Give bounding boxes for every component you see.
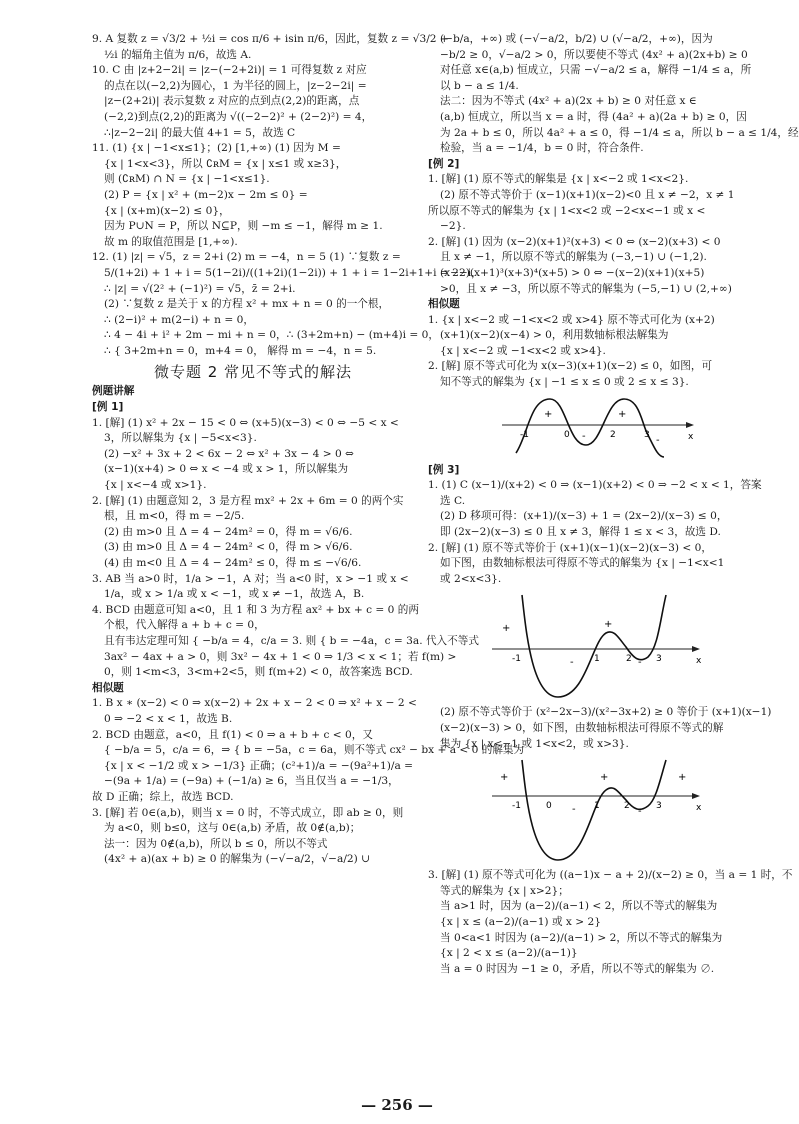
text-line: 11. (1) {x | −1<x≤1}；(2) [1,+∞) (1) 因为 M =: [92, 142, 341, 155]
fig2-label: x: [696, 656, 702, 667]
fig1-sign: +: [544, 408, 553, 420]
text-line: (2) P = {x | x² + (m−2)x − 2m ≤ 0} =: [104, 188, 308, 201]
text-line: 4. BCD 由题意可知 a<0，且 1 和 3 为方程 ax² + bx + c = 0 的两: [92, 603, 419, 616]
text-line: 为 a<0，则 b≤0，这与 0∈(a,b) 矛盾，故 0∉(a,b)；: [104, 822, 361, 835]
text-line: 当 a>1 时，因为 (a−2)/(a−1) < 2，所以不等式的解集为: [440, 900, 718, 913]
text-line: 3ax² − 4ax + a > 0，则 3x² − 4x + 1 < 0 ⇒ 1/3 < x < 1；若 f(m) >: [104, 650, 457, 663]
fig3-label: x: [696, 803, 702, 814]
text-line: 或 2<x<3}.: [440, 572, 502, 585]
fig1-sign: -: [582, 430, 586, 442]
text-line: (2) 原不等式等价于 (x−1)(x+1)(x−2)<0 且 x ≠ −2，x ≠ 1: [440, 188, 735, 201]
fig1-label: 0: [564, 429, 570, 440]
text-line: ∴ |z| = √(2² + (−1)²) = √5，z̄ = 2+i.: [104, 282, 296, 295]
text-line: 3. [解] (1) 原不等式可化为 ((a−1)x − a + 2)/(x−2) ≥ 0，当 a = 1 时，不: [428, 869, 793, 882]
text-line: 所以原不等式的解集为 {x | 1<x<2 或 −2<x<−1 或 x <: [428, 204, 706, 217]
text-line: 0，则 1<m<3，3<m+2<5，则 f(m+2) < 0，故答案选 BCD.: [104, 666, 413, 679]
fig3-label: -1: [512, 801, 521, 812]
text-line: 为 2a + b ≤ 0，所以 4a² + a ≤ 0，得 −1/4 ≤ a，所以 b − a ≤ 1/4，经: [440, 126, 799, 139]
text-line: 故 m 的取值范围是 [1,+∞).: [104, 235, 238, 248]
text-line: ∴|z−2−2i| 的最大值 4+1 = 5，故选 C: [104, 126, 296, 139]
text-line: 如下图，由数轴标根法可得原不等式的解集为 {x | −1<x<1: [440, 557, 725, 570]
text-line: 则 (∁ʀM) ∩ N = {x | −1<x≤1}.: [104, 173, 270, 186]
text-line: 10. C 由 |z+2−2i| = |z−(−2+2i)| = 1 可得复数 z 对应: [92, 64, 367, 77]
text-line: {x | (x+m)(x−2) ≤ 0}，: [104, 204, 230, 217]
fig1-label: 3: [644, 429, 650, 440]
text-line: 相似题: [428, 298, 460, 311]
fig2-sign: -: [570, 657, 574, 669]
text-line: 2. BCD 由题意，a<0，且 f(1) < 0 ⇒ a + b + c < 0，又: [92, 728, 373, 741]
fig2-label: 2: [626, 654, 632, 665]
fig2-label: 1: [594, 654, 600, 665]
text-line: (a,b) 恒成立，所以当 x = a 时，得 (4a² + a)(2a + b) ≥ 0，因: [440, 110, 747, 123]
text-line: 1. {x | x<−2 或 −1<x<2 或 x>4} 原不等式可化为 (x+2): [428, 313, 715, 326]
fig1-sign: -: [656, 434, 660, 446]
fig2-sign: +: [502, 623, 511, 635]
text-line: ∴ (2−i)² + m(2−i) + n = 0，: [104, 313, 254, 326]
text-line: (x−2)(x+1)³(x+3)⁴(x+5) > 0 ⇔ −(x−2)(x+1)(x+5): [440, 266, 705, 279]
solution-block-example-3-part-2: [428, 705, 772, 752]
text-line: 当 0<a<1 时因为 (a−2)/(a−1) > 2，所以不等式的解集为: [440, 931, 723, 944]
fig3-sign: +: [500, 772, 509, 784]
right-column: [428, 32, 799, 977]
text-line: 根，且 m<0，得 m = −2/5.: [104, 510, 245, 523]
text-line: ½i 的辐角主值为 π/6，故选 A.: [104, 48, 252, 61]
text-line: [例 2]: [428, 157, 460, 170]
fig2-sign: -: [638, 657, 642, 669]
text-line: {x | x<−4 或 x>1}.: [104, 479, 207, 492]
text-line: 集为 {x | x<−1 或 1<x<2，或 x>3}.: [440, 737, 629, 750]
text-line: −b/2 ≥ 0，√−a/2 > 0，所以要使不等式 (4x² + a)(2x+b) ≥ 0: [440, 48, 748, 61]
fig3-label: 1: [594, 801, 600, 812]
text-line: ∴ { 3+2m+n = 0，m+4 = 0， 解得 m = −4，n = 5.: [104, 344, 377, 357]
fig3-sign: -: [572, 804, 576, 816]
text-line: 且 x ≠ −1，所以原不等式的解集为 (−3,−1) ∪ (−1,2).: [440, 251, 707, 264]
text-line: 相似题: [92, 681, 124, 694]
fig3-sign: +: [678, 772, 687, 784]
text-line: 2. [解] (1) 原不等式等价于 (x+1)(x−1)(x−2)(x−3) < 0，: [428, 541, 712, 554]
sign-chart-figure-2: [428, 591, 758, 701]
text-line: (3) 由 m>0 且 Δ = 4 − 24m² < 0，得 m > √6/6.: [104, 541, 353, 554]
text-line: (2) −x² + 3x + 2 < 6x − 2 ⇔ x² + 3x − 4 > 0 ⇔: [104, 447, 354, 460]
text-line: 因为 P∪N = P，所以 N⊆P，则 −m ≤ −1，解得 m ≥ 1.: [104, 220, 383, 233]
fig1-label: x: [688, 431, 694, 442]
text-line: (2) ∵复数 z 是关于 x 的方程 x² + mx + n = 0 的一个根，: [104, 298, 390, 311]
text-line: (4) 由 m<0 且 Δ = 4 − 24m² ≤ 0，得 m ≤ −√6/6.: [104, 557, 362, 569]
text-line: {x | x < −1/2 或 x > −1/3} 正确；(c²+1)/a = −(9a²+1)/a =: [104, 759, 414, 772]
text-line: 2. [解] 原不等式可化为 x(x−3)(x+1)(x−2) ≤ 0，如图，可: [428, 360, 713, 373]
fig3-sign: +: [600, 772, 609, 784]
text-line: 0 ⇒ −2 < x < 1，故选 B.: [104, 712, 233, 725]
text-line: 当 a = 0 时因为 −1 ≥ 0，矛盾，所以不等式的解集为 ∅.: [440, 962, 715, 975]
text-line: (−2,2)到点(2,2)的距离为 √((−2−2)² + (2−2)²) = 4，: [104, 110, 373, 123]
solution-block-example-3-part-3: [428, 868, 793, 977]
text-line: 故 D 正确；综上，故选 BCD.: [92, 790, 234, 803]
text-line: 检验，当 a = −1/4，b = 0 时，符合条件.: [440, 142, 644, 155]
text-line: {x | 1<x<3}，所以 ∁ʀM = {x | x≤1 或 x≥3}，: [104, 157, 347, 170]
text-line: [例 1]: [92, 401, 124, 414]
text-line: 以 b − a ≤ 1/4.: [440, 79, 519, 92]
text-line: 例题讲解: [92, 385, 135, 398]
text-line: 且有韦达定理可知 { −b/a = 4，c/a = 3. 则 { b = −4a，c = 3a. 代入不等式: [104, 634, 479, 647]
text-line: (−b/a，+∞) 或 (−√−a/2，b/2) ∪ (√−a/2，+∞)，因为: [440, 33, 713, 45]
text-line: 1. [解] (1) 原不等式的解集是 {x | x<−2 或 1<x<2}.: [428, 173, 689, 186]
fig3-label: 0: [546, 801, 552, 812]
fig1-sign: +: [618, 408, 627, 420]
text-line: 9. A 复数 z = √3/2 + ½i = cos π/6 + isin π/6，因此，复数 z = √3/2 +: [92, 33, 449, 45]
sign-chart-figure-3: [428, 756, 758, 864]
text-line: (2) D 移项可得：(x+1)/(x−3) + 1 = (2x−2)/(x−3) ≤ 0，: [440, 510, 728, 523]
text-line: (4x² + a)(ax + b) ≥ 0 的解集为 (−√−a/2，√−a/2) ∪: [104, 853, 371, 866]
text-line: 选 C.: [440, 494, 466, 507]
text-line: 等式的解集为 {x | x>2}；: [440, 884, 569, 897]
text-line: 法一：因为 0∉(a,b)，所以 b ≤ 0，所以不等式: [104, 837, 328, 850]
text-line: {x | x ≤ (a−2)/(a−1) 或 x > 2}: [440, 915, 601, 928]
text-line: (2) 由 m>0 且 Δ = 4 − 24m² = 0，得 m = √6/6.: [104, 525, 353, 538]
fig3-sign: -: [638, 806, 642, 818]
page-number: — 256 —: [361, 1096, 433, 1114]
text-line: |z−(2+2i)| 表示复数 z 对应的点到点(2,2)的距离，点: [104, 95, 360, 108]
text-line: 的点在以(−2,2)为圆心，1 为半径的圆上，|z−2−2i| =: [104, 79, 367, 92]
fig1-label: -1: [520, 429, 529, 440]
text-line: 1. B x ∗ (x−2) < 0 ⇒ x(x−2) + 2x + x − 2 < 0 ⇒ x² + x − 2 <: [92, 697, 417, 710]
text-line: (2) 原不等式等价于 (x²−2x−3)/(x²−3x+2) ≥ 0 等价于 (x+1)(x−1): [440, 706, 772, 719]
text-line: (x−2)(x−3) > 0，如下图，由数轴标根法可得原不等式的解: [440, 722, 724, 734]
text-line: [例 3]: [428, 463, 460, 476]
text-line: 1/a，或 x > 1/a 或 x < −1，或 x ≠ −1，故选 A，B.: [104, 588, 365, 601]
text-line: {x | x<−2 或 −1<x<2 或 x>4}.: [440, 344, 606, 357]
fig3-label: 2: [624, 801, 630, 812]
text-line: {x | 2 < x ≤ (a−2)/(a−1)}: [440, 947, 578, 960]
text-line: 1. [解] (1) x² + 2x − 15 < 0 ⇔ (x+5)(x−3) < 0 ⇔ −5 < x <: [92, 416, 399, 429]
text-line: 即 (2x−2)(x−3) ≤ 0 且 x ≠ 3，解得 1 ≤ x < 3，故选 D.: [440, 526, 721, 539]
text-line: { −b/a = 5，c/a = 6，⇒ { b = −5a，c = 6a，则不等式 cx² − bx + a < 0 的解集为: [104, 744, 525, 757]
fig2-sign: +: [604, 619, 613, 631]
fig2-label: -1: [512, 654, 521, 665]
text-line: 知不等式的解集为 {x | −1 ≤ x ≤ 0 或 2 ≤ x ≤ 3}.: [440, 376, 689, 389]
text-line: (x−1)(x+4) > 0 ⇔ x < −4 或 x > 1，所以解集为: [104, 463, 349, 476]
text-line: 个根，代入解得 a + b + c = 0，: [104, 619, 265, 632]
solution-block-example-2: [428, 32, 799, 391]
text-line: −(9a + 1/a) = (−9a) + (−1/a) ≥ 6，当且仅当 a = −1/3，: [104, 775, 399, 788]
text-line: 3，所以解集为 {x | −5<x<3}.: [104, 432, 257, 445]
fig2-label: 3: [656, 654, 662, 665]
text-line: 2. [解] (1) 因为 (x−2)(x+1)²(x+3) < 0 ⇔ (x−2)(x+3) < 0: [428, 235, 721, 248]
text-line: 2. [解] (1) 由题意知 2，3 是方程 mx² + 2x + 6m = 0 的两个实: [92, 494, 404, 507]
text-line: 12. (1) |z| = √5，z = 2+i (2) m = −4，n = 5 (1) ∵复数 z =: [92, 251, 401, 264]
text-line: (x+1)(x−2)(x−4) > 0，利用数轴标根法解集为: [440, 329, 669, 342]
fig3-label: 3: [656, 801, 662, 812]
fig1-label: 2: [610, 429, 616, 440]
text-line: 3. AB 当 a>0 时，1/a > −1，A 对；当 a<0 时，x > −1 或 x <: [92, 572, 409, 585]
text-line: 5/(1+2i) + 1 + i = 5(1−2i)/((1+2i)(1−2i)) + 1 + i = 1−2i+1+i = 2−i，: [104, 266, 482, 279]
sign-chart-figure-1: [428, 395, 758, 459]
section-heading: 微专题 2 常见不等式的解法: [153, 363, 353, 382]
text-line: 对任意 x∈(a,b) 恒成立，只需 −√−a/2 ≤ a，解得 −1/4 ≤ a，所: [440, 64, 752, 77]
solution-block-example-3: [428, 463, 762, 588]
text-line: −2}.: [440, 220, 466, 233]
text-line: ∴ 4 − 4i + i² + 2m − mi + n = 0，∴ (3+2m+n) − (m+4)i = 0，: [104, 329, 440, 342]
text-line: >0，且 x ≠ −3，所以原不等式的解集为 (−5,−1) ∪ (2,+∞): [440, 282, 732, 295]
text-line: 法二：因为不等式 (4x² + a)(2x + b) ≥ 0 对任意 x ∈: [440, 95, 697, 108]
text-line: 1. (1) C (x−1)/(x+2) < 0 ⇒ (x−1)(x+2) < 0 ⇒ −2 < x < 1，答案: [428, 479, 762, 492]
text-line: 3. [解] 若 0∈(a,b)，则当 x = 0 时，不等式成立，即 ab ≥ 0，则: [92, 806, 404, 819]
